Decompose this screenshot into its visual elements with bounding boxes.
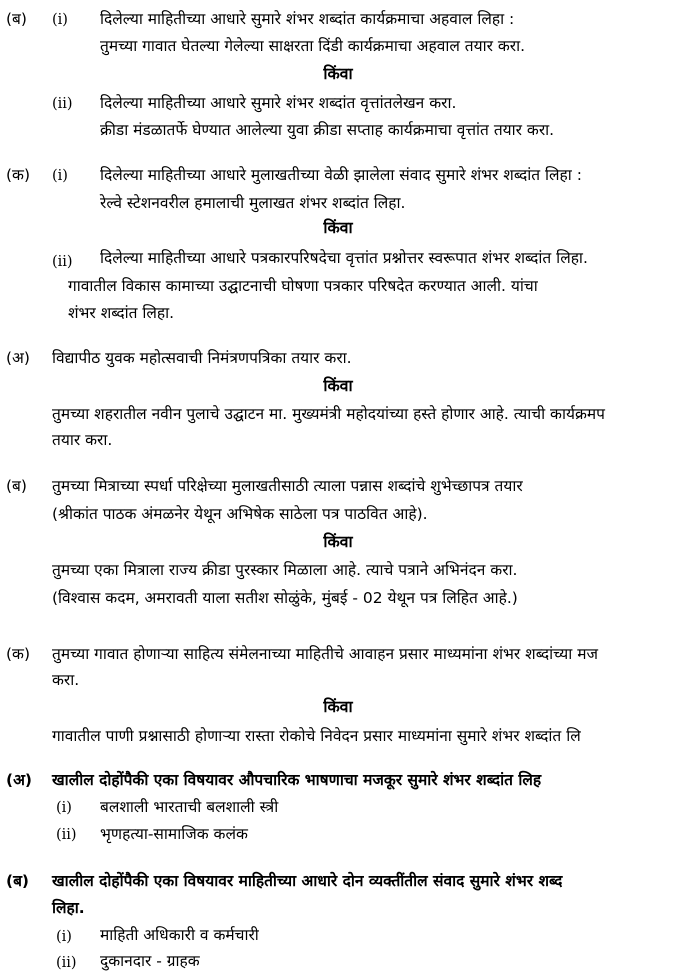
sub-label: (i) bbox=[52, 168, 68, 184]
question-text: गावातील विकास कामाच्या उद्घाटनाची घोषणा पत्रकार परिषदेत करण्यात आली. यांचा bbox=[68, 277, 538, 295]
question-text: दिलेल्या माहितीच्या आधारे सुमारे शंभर शब्दांत कार्यक्रमाचा अहवाल लिहा : bbox=[100, 10, 515, 28]
sub-label: (i) bbox=[56, 929, 72, 945]
question-text: करा. bbox=[52, 671, 80, 689]
question-text: तुमच्या एका मित्राला राज्य क्रीडा पुरस्कार मिळाला आहे. त्याचे पत्राने अभिनंदन करा. bbox=[52, 561, 518, 579]
topic-option: माहिती अधिकारी व कर्मचारी bbox=[100, 926, 259, 944]
sub-label: (i) bbox=[52, 12, 68, 28]
question-text: क्रीडा मंडळातर्फे घेण्यात आलेल्या युवा क्रीडा सप्ताह कार्यक्रमाचा वृत्तांत तयार करा. bbox=[100, 121, 555, 139]
section-label: (ब) bbox=[6, 872, 30, 890]
section-label: (ब) bbox=[6, 10, 27, 28]
question-text: (श्रीकांत पाठक अंमळनेर येथून अभिषेक साठेला पत्र पाठवित आहे). bbox=[52, 505, 428, 523]
sub-label: (i) bbox=[56, 800, 72, 816]
section-label: (अ) bbox=[6, 349, 30, 367]
topic-option: दुकानदार - ग्राहक bbox=[100, 952, 200, 970]
question-text: तुमच्या गावात होणाऱ्या साहित्य संमेलनाच्या माहितीचे आवाहन प्रसार माध्यमांना शंभर शब्दांच्या मज bbox=[52, 645, 598, 663]
topic-option: बलशाली भारताची बलशाली स्त्री bbox=[100, 798, 279, 816]
sub-label: (ii) bbox=[56, 955, 77, 971]
section-label: (क) bbox=[6, 166, 30, 184]
or-separator: किंवा bbox=[323, 532, 353, 551]
question-text: रेल्वे स्टेशनवरील हमालाची मुलाखत शंभर शब्दांत लिहा. bbox=[100, 194, 406, 212]
section-label: (अ) bbox=[6, 771, 33, 789]
sub-label: (ii) bbox=[56, 827, 77, 843]
question-text: गावातील पाणी प्रश्नासाठी होणाऱ्या रास्ता रोकोचे निवेदन प्रसार माध्यमांना सुमारे शंभर शब्दांत लि bbox=[52, 727, 581, 745]
or-separator: किंवा bbox=[323, 697, 353, 716]
section-label: (ब) bbox=[6, 477, 27, 495]
question-text: लिहा. bbox=[52, 899, 85, 917]
question-text: (विश्वास कदम, अमरावती याला सतीश सोळुंके, मुंबई - 02 येथून पत्र लिहित आहे.) bbox=[52, 589, 518, 607]
or-separator: किंवा bbox=[323, 376, 353, 395]
question-text: शंभर शब्दांत लिहा. bbox=[68, 304, 175, 322]
question-text: तुमच्या मित्राच्या स्पर्धा परिक्षेच्या मुलाखतीसाठी त्याला पन्नास शब्दांचे शुभेच्छापत्र तयार bbox=[52, 477, 523, 495]
question-text: तयार करा. bbox=[52, 431, 113, 449]
question-text: दिलेल्या माहितीच्या आधारे मुलाखतीच्या वेळी झालेला संवाद सुमारे शंभर शब्दांत लिहा : bbox=[100, 166, 582, 184]
sub-label: (ii) bbox=[52, 96, 73, 112]
question-text: दिलेल्या माहितीच्या आधारे पत्रकारपरिषदेचा वृत्तांत प्रश्नोत्तर स्वरूपात शंभर शब्दांत लिहा. bbox=[100, 249, 588, 267]
or-separator: किंवा bbox=[323, 64, 353, 83]
question-text: तुमच्या शहरातील नवीन पुलाचे उद्घाटन मा. मुख्यमंत्री महोदयांच्या हस्ते होणार आहे. त्याची कार्यक्रमप bbox=[52, 405, 605, 423]
question-text: तुमच्या गावात घेतल्या गेलेल्या साक्षरता दिंडी कार्यक्रमाचा अहवाल तयार करा. bbox=[100, 37, 526, 55]
topic-option: भृणहत्या-सामाजिक कलंक bbox=[100, 825, 248, 843]
question-text: दिलेल्या माहितीच्या आधारे सुमारे शंभर शब्दांत वृत्तांतलेखन करा. bbox=[100, 94, 457, 112]
question-text: खालील दोहोंपैकी एका विषयावर माहितीच्या आधारे दोन व्यक्तींतील संवाद सुमारे शंभर शब्द bbox=[52, 872, 563, 890]
or-separator: किंवा bbox=[323, 218, 353, 237]
sub-label: (ii) bbox=[52, 254, 73, 270]
section-label: (क) bbox=[6, 645, 30, 663]
question-text: विद्यापीठ युवक महोत्सवाची निमंत्रणपत्रिका तयार करा. bbox=[52, 349, 352, 367]
question-text: खालील दोहोंपैकी एका विषयावर औपचारिक भाषणाचा मजकूर सुमारे शंभर शब्दांत लिह bbox=[52, 771, 542, 789]
